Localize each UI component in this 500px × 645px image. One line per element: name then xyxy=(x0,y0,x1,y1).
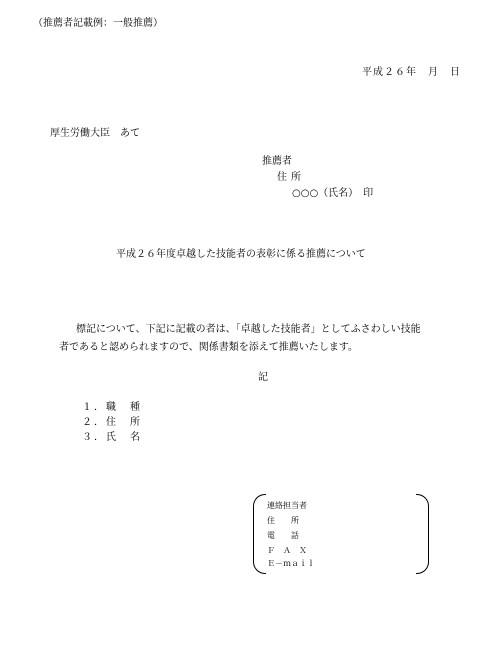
contact-email-label: Ｅ－ｍａｉｌ xyxy=(267,559,315,568)
item-name: ３．氏 名 xyxy=(82,432,142,443)
body-line-1: 標記について、下記に記載の者は、「卓越した技能者」としてふさわしい技能 xyxy=(76,324,421,335)
recommender-name-line: ○○○（氏名） 印 xyxy=(292,188,374,199)
contact-bracket-right xyxy=(416,494,429,574)
contact-bracket-left xyxy=(253,494,266,574)
addressee: 厚生労働大臣 あて xyxy=(50,128,140,139)
contact-address-label: 住 所 xyxy=(267,516,299,525)
date-line: 平成２６年 月 日 xyxy=(362,67,461,78)
ki-heading: 記 xyxy=(258,372,268,383)
body-line-2: 者であると認められますので、関係書類を添えて推薦いたします。 xyxy=(59,342,358,353)
contact-phone-label: 電 話 xyxy=(267,531,299,540)
recommender-address-label: 住所 xyxy=(277,172,305,183)
recommender-title: 推薦者 xyxy=(262,156,292,167)
item-address: ２．住 所 xyxy=(82,417,142,428)
contact-box xyxy=(253,494,429,572)
contact-title: 連絡担当者 xyxy=(267,501,307,510)
header-note: （推薦者記載例：一般推薦） xyxy=(33,18,163,29)
subject-line: 平成２６年度卓越した技能者の表彰に係る推薦について xyxy=(116,249,366,260)
contact-fax-label: Ｆ Ａ Ｘ xyxy=(267,546,307,555)
item-occupation: １．職 種 xyxy=(82,402,142,413)
